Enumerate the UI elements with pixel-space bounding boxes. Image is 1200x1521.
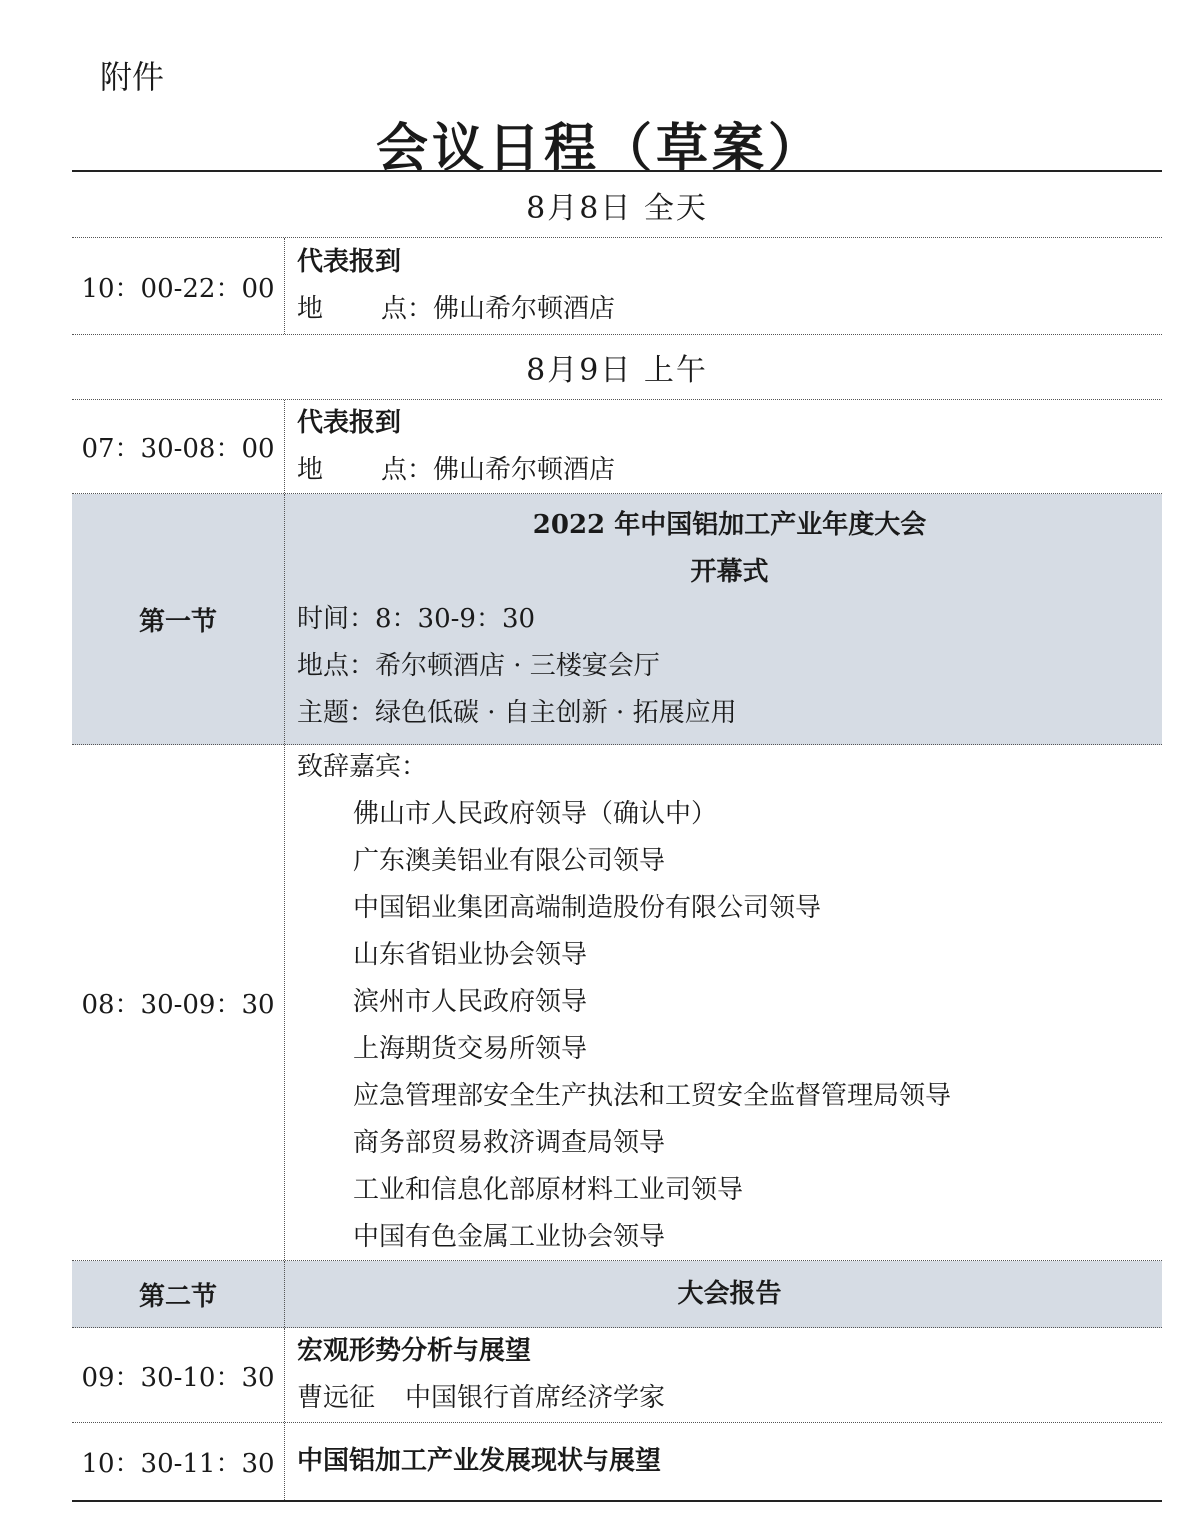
guest-item: 应急管理部安全生产执法和工贸安全监督管理局领导 — [353, 1081, 952, 1111]
content-cell — [285, 238, 1162, 334]
session-place: 地点：希尔顿酒店 · 三楼宴会厅 — [297, 650, 660, 681]
schedule-table — [72, 172, 1162, 1500]
table-row — [72, 238, 1162, 335]
guest-item: 中国铝业集团高端制造股份有限公司领导 — [353, 893, 822, 923]
location-line — [297, 286, 1162, 333]
session-content — [285, 494, 1162, 744]
session-title: 大会报告 — [677, 1278, 782, 1309]
row-heading: 宏观形势分析与展望 — [297, 1336, 532, 1366]
guest-item: 佛山市人民政府领导（确认中） — [353, 799, 718, 829]
table-row — [72, 400, 1162, 494]
speaker-role: 中国银行首席经济学家 — [405, 1383, 666, 1413]
session-two-row — [72, 1261, 1162, 1328]
content-cell — [285, 1423, 1162, 1500]
row-heading: 代表报到 — [297, 407, 402, 438]
session-time: 时间：8：30-9：30 — [297, 603, 536, 634]
date-row-aug9 — [72, 335, 1162, 400]
session-content — [285, 1261, 1162, 1327]
date-label: 8月8日 全天 — [526, 190, 708, 226]
row-heading: 代表报到 — [297, 247, 402, 277]
time-cell: 08：30-09：30 — [72, 745, 285, 1260]
table-row — [72, 745, 1162, 1261]
guest-item: 广东澳美铝业有限公司领导 — [353, 846, 666, 876]
location-label-a: 地 — [297, 294, 324, 324]
table-row — [72, 1328, 1162, 1423]
session-label: 第二节 — [72, 1261, 285, 1327]
location-line — [297, 447, 1162, 494]
session-theme: 主题：绿色低碳 · 自主创新 · 拓展应用 — [297, 697, 737, 728]
date-row-aug8 — [72, 172, 1162, 238]
page-title: 会议日程（草案） — [375, 119, 824, 179]
location-label-b: 点： — [381, 294, 434, 324]
speaker-name: 曹远征 — [297, 1383, 376, 1413]
time-cell: 10：00-22：00 — [72, 238, 285, 334]
speaker-line — [297, 1375, 1162, 1422]
session-one-row — [72, 494, 1162, 745]
location-label-b: 点： — [381, 454, 434, 485]
location-value: 佛山希尔顿酒店 — [433, 454, 616, 485]
guest-item: 山东省铝业协会领导 — [353, 940, 588, 970]
guest-item: 商务部贸易救济调查局领导 — [353, 1128, 666, 1158]
date-label: 8月9日 上午 — [526, 353, 708, 388]
bottom-rule — [72, 1500, 1162, 1502]
location-value: 佛山希尔顿酒店 — [433, 294, 616, 324]
table-row — [72, 1423, 1162, 1500]
session-title-line1: 2022 年中国铝加工产业年度大会 — [532, 509, 927, 540]
content-cell — [285, 400, 1162, 493]
time-cell: 10：30-11：30 — [72, 1423, 285, 1500]
content-cell — [285, 1328, 1162, 1422]
time-cell: 09：30-10：30 — [72, 1328, 285, 1422]
guest-item: 上海期货交易所领导 — [353, 1034, 588, 1064]
guest-item: 中国有色金属工业协会领导 — [353, 1222, 666, 1252]
guest-item: 工业和信息化部原材料工业司领导 — [353, 1175, 744, 1205]
session-label: 第一节 — [72, 494, 285, 744]
guests-heading: 致辞嘉宾： — [297, 752, 428, 782]
location-label-a: 地 — [297, 454, 324, 485]
guests-cell — [285, 745, 1162, 1260]
row-heading: 中国铝加工产业发展现状与展望 — [297, 1446, 662, 1476]
guest-item: 滨州市人民政府领导 — [353, 987, 588, 1017]
session-title-line2: 开幕式 — [690, 556, 769, 587]
attachment-label: 附件 — [100, 58, 165, 96]
time-cell: 07：30-08：00 — [72, 400, 285, 493]
